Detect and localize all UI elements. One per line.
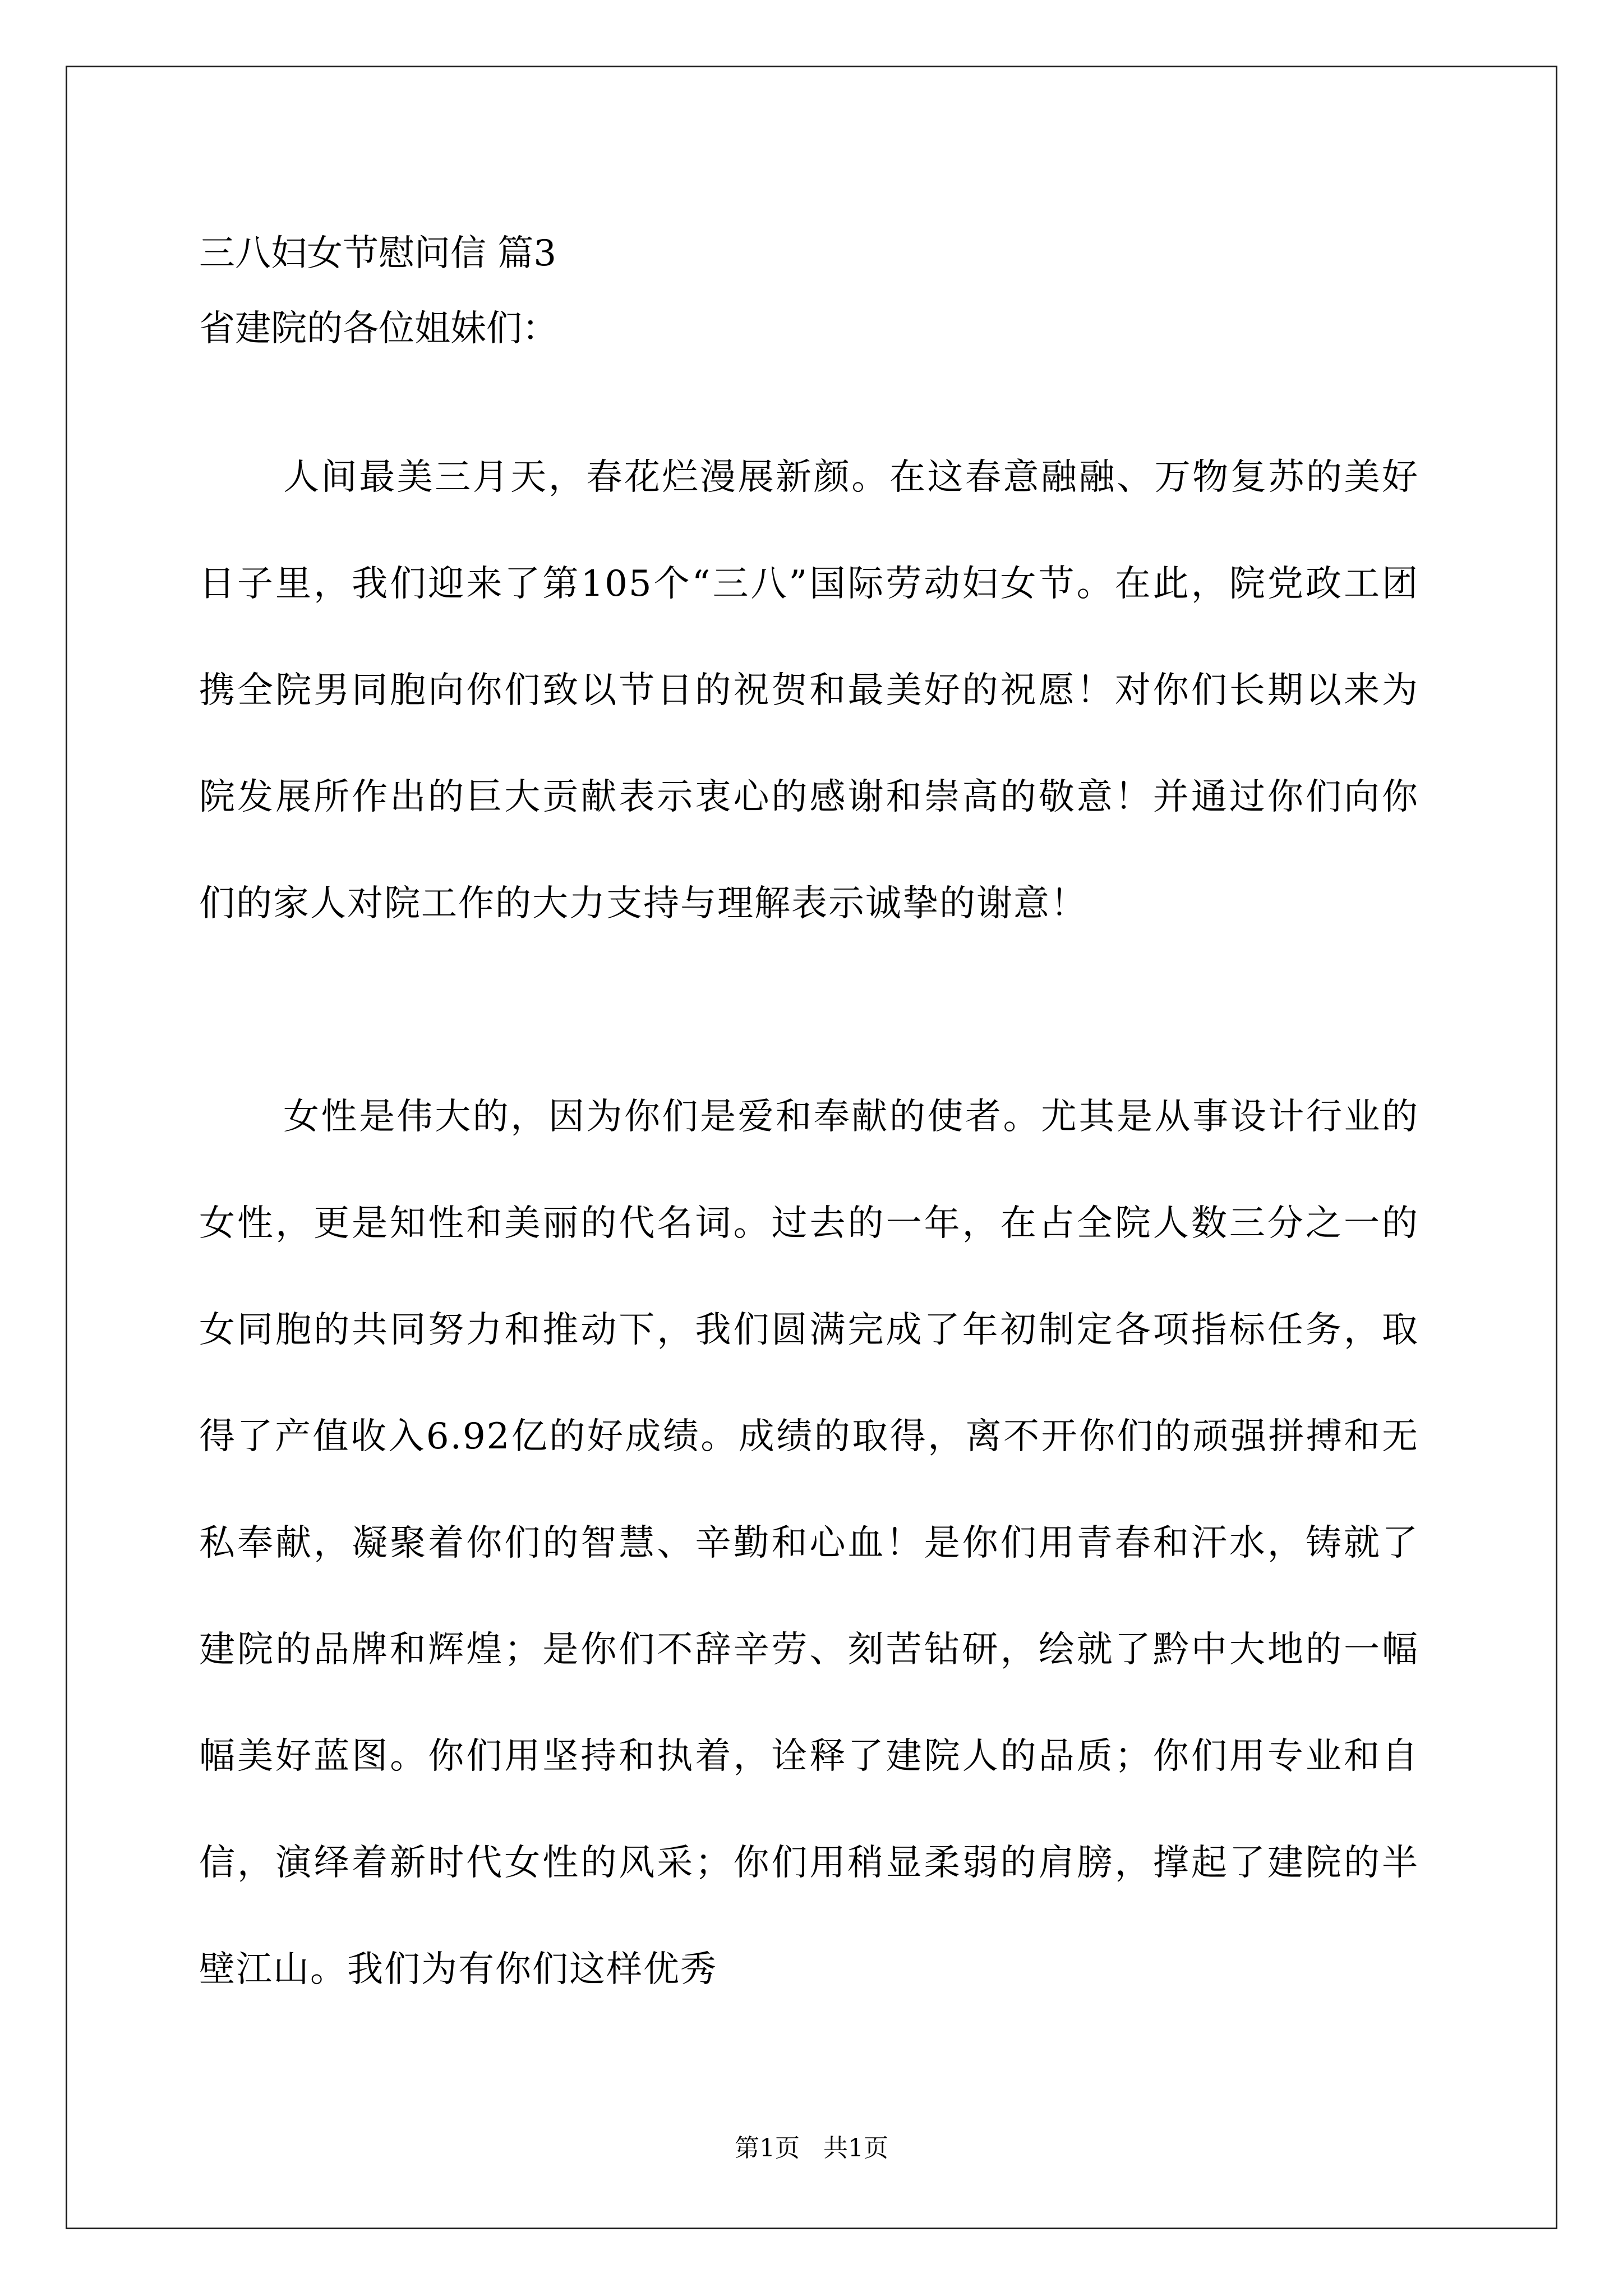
document-title: 三八妇女节慰问信 篇3	[199, 233, 557, 274]
paragraph-2: 女性是伟大的，因为你们是爱和奉献的使者。尤其是从事设计行业的女性，更是知性和美丽的代名词。过去的一年，在占全院人数三分之一的女同胞的共同努力和推动下，我们圆满完成了年初制定各项指标任务，取得了产值收入6.92亿的好成绩。成绩的取得，离不开你们的顽强拼搏和无私奉献，凝聚着你们的智慧、辛勤和心血！是你们用青春和汗水，铸就了建院的品牌和辉煌；是你们不辞辛劳、刻苦钻研，绘就了黔中大地的一幅幅美好蓝图。你们用坚持和执着，诠释了建院人的品质；你们用专业和自信，演绎着新时代女性的风采；你们用稍显柔弱的肩膀，撑起了建院的半壁江山。我们为有你们这样优秀	[199, 1096, 1419, 1990]
salutation: 省建院的各位姐妹们：	[199, 308, 558, 349]
page-footer: 第1页 共1页	[735, 2134, 888, 2162]
paragraph-1: 人间最美三月天，春花烂漫展新颜。在这春意融融、万物复苏的美好日子里，我们迎来了第105个“三八”国际劳动妇女节。在此，院党政工团携全院男同胞向你们致以节日的祝贺和最美好的祝愿！对你们长期以来为院发展所作出的巨大贡献表示衷心的感谢和崇高的敬意！并通过你们向你们的家人对院工作的大力支持与理解表示诚挚的谢意！	[199, 457, 1419, 924]
